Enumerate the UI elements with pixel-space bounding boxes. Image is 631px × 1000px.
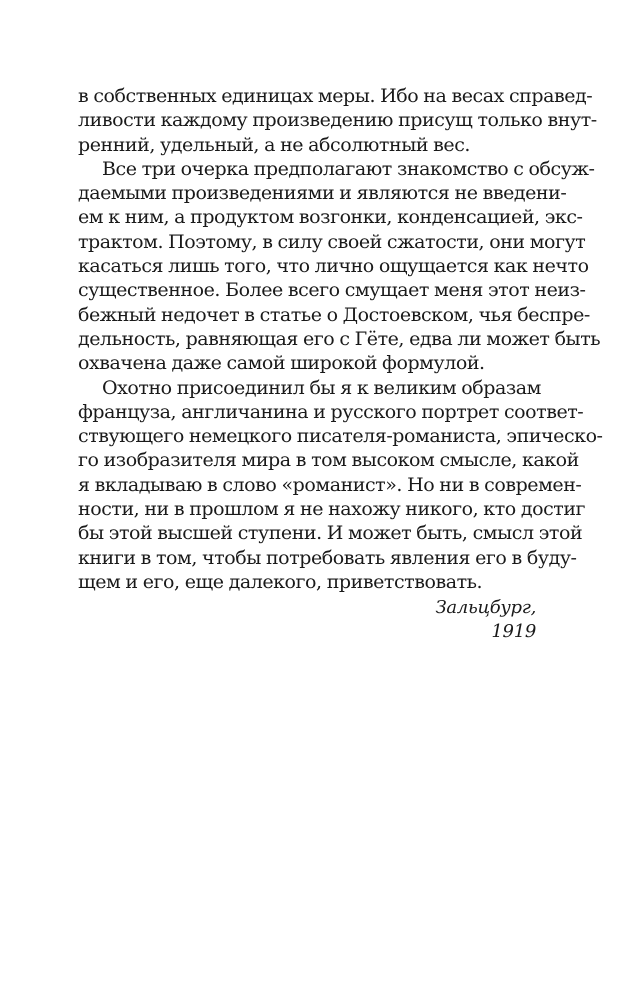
text-line: существенное. Более всего смущает меня этот неиз- <box>78 279 586 302</box>
text-line: книги в том, чтобы потребовать явления его в буду- <box>78 546 577 569</box>
text-line: ствующего немецкого писателя-романиста, эпическо- <box>78 425 603 448</box>
text-line: го изобразителя мира в том высоком смысле, какой <box>78 449 579 472</box>
text-line: щем и его, еще далекого, приветствовать. <box>78 570 483 593</box>
paragraph-2 <box>78 157 601 376</box>
text-line: я вкладываю в слово «романист». Но ни в современ- <box>78 473 582 496</box>
text-line: Охотно присоединил бы я к великим образам <box>102 376 541 399</box>
text-line: охвачена даже самой широкой формулой. <box>78 352 485 375</box>
text-line: бежный недочет в статье о Достоевском, чья беспре- <box>78 303 590 326</box>
text-line: дельность, равняющая его с Гёте, едва ли может быть <box>78 327 601 350</box>
signature <box>435 596 536 645</box>
signature-year: 1919 <box>491 621 536 643</box>
text-line: даемыми произведениями и являются не введени- <box>78 182 567 205</box>
page-text-block <box>78 84 603 643</box>
text-line: ливости каждому произведению присущ только внут- <box>78 109 597 132</box>
signature-place: Зальцбург, <box>435 597 536 618</box>
text-line: ем к ним, а продуктом возгонки, конденсацией, экс- <box>78 206 583 229</box>
text-line: бы этой высшей ступени. И может быть, смысл этой <box>78 522 583 545</box>
text-line: в собственных единицах меры. Ибо на весах справед- <box>78 85 593 107</box>
text-line: Все три очерка предполагают знакомство с обсуж- <box>102 157 595 180</box>
text-line: ренний, удельный, а не абсолютный вес. <box>78 133 470 156</box>
text-line: трактом. Поэтому, в силу своей сжатости, они могут <box>78 230 586 253</box>
text-line: ности, ни в прошлом я не нахожу никого, кто достиг <box>78 498 586 521</box>
paragraph-1 <box>78 84 597 157</box>
paragraph-3 <box>78 376 603 595</box>
text-line: француза, англичанина и русского портрет соответ- <box>78 400 584 423</box>
text-line: касаться лишь того, что лично ощущается как нечто <box>78 255 589 278</box>
